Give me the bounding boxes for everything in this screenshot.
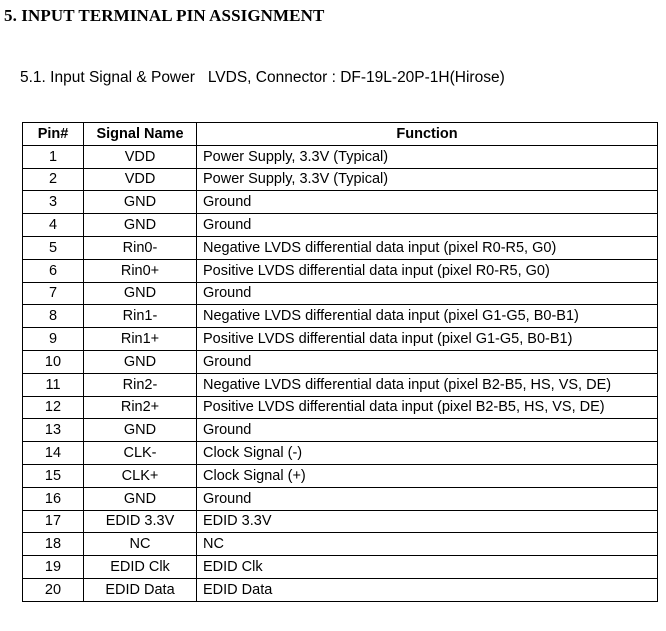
signal-name-cell: VDD bbox=[84, 168, 197, 191]
pin-cell: 6 bbox=[23, 259, 84, 282]
pin-cell: 13 bbox=[23, 419, 84, 442]
function-cell: Negative LVDS differential data input (pixel G1-G5, B0-B1) bbox=[197, 305, 658, 328]
table-row bbox=[23, 419, 658, 442]
pin-cell: 1 bbox=[23, 145, 84, 168]
table-row bbox=[23, 533, 658, 556]
pin-cell: 4 bbox=[23, 214, 84, 237]
signal-name-cell: CLK+ bbox=[84, 464, 197, 487]
function-cell: Power Supply, 3.3V (Typical) bbox=[197, 168, 658, 191]
pin-cell: 17 bbox=[23, 510, 84, 533]
function-cell: Ground bbox=[197, 191, 658, 214]
signal-name-cell: EDID 3.3V bbox=[84, 510, 197, 533]
function-cell: Ground bbox=[197, 350, 658, 373]
function-cell: Positive LVDS differential data input (pixel G1-G5, B0-B1) bbox=[197, 328, 658, 351]
function-cell: Ground bbox=[197, 282, 658, 305]
pin-cell: 11 bbox=[23, 373, 84, 396]
signal-name-cell: GND bbox=[84, 350, 197, 373]
function-cell: Negative LVDS differential data input (pixel B2-B5, HS, VS, DE) bbox=[197, 373, 658, 396]
function-cell: Clock Signal (-) bbox=[197, 442, 658, 465]
table-row bbox=[23, 214, 658, 237]
pin-assignment-table bbox=[22, 122, 658, 602]
pin-cell: 8 bbox=[23, 305, 84, 328]
function-cell: Clock Signal (+) bbox=[197, 464, 658, 487]
function-cell: Ground bbox=[197, 419, 658, 442]
table-row bbox=[23, 510, 658, 533]
function-cell: EDID Clk bbox=[197, 556, 658, 579]
pin-cell: 16 bbox=[23, 487, 84, 510]
signal-name-cell: Rin2- bbox=[84, 373, 197, 396]
table-row bbox=[23, 578, 658, 601]
header-signal-name: Signal Name bbox=[84, 123, 197, 146]
table-header-row bbox=[23, 123, 658, 146]
table-row bbox=[23, 282, 658, 305]
function-cell: Negative LVDS differential data input (pixel R0-R5, G0) bbox=[197, 236, 658, 259]
signal-name-cell: Rin1- bbox=[84, 305, 197, 328]
section-heading: 5. INPUT TERMINAL PIN ASSIGNMENT bbox=[4, 6, 325, 25]
pin-cell: 3 bbox=[23, 191, 84, 214]
signal-name-cell: GND bbox=[84, 487, 197, 510]
table-row bbox=[23, 464, 658, 487]
signal-name-cell: CLK- bbox=[84, 442, 197, 465]
table-row bbox=[23, 168, 658, 191]
table-row bbox=[23, 396, 658, 419]
table-body bbox=[23, 145, 658, 601]
signal-name-cell: GND bbox=[84, 282, 197, 305]
subsection-heading: 5.1. Input Signal & Power LVDS, Connector : DF-19L-20P-1H(Hirose) bbox=[20, 69, 505, 86]
table-row bbox=[23, 487, 658, 510]
header-pin: Pin# bbox=[23, 123, 84, 146]
function-cell: NC bbox=[197, 533, 658, 556]
pin-cell: 18 bbox=[23, 533, 84, 556]
pin-cell: 2 bbox=[23, 168, 84, 191]
function-cell: Power Supply, 3.3V (Typical) bbox=[197, 145, 658, 168]
table-row bbox=[23, 556, 658, 579]
function-cell: Positive LVDS differential data input (pixel R0-R5, G0) bbox=[197, 259, 658, 282]
pin-cell: 12 bbox=[23, 396, 84, 419]
table-row bbox=[23, 259, 658, 282]
function-cell: EDID 3.3V bbox=[197, 510, 658, 533]
table-row bbox=[23, 350, 658, 373]
table-row bbox=[23, 328, 658, 351]
signal-name-cell: NC bbox=[84, 533, 197, 556]
signal-name-cell: Rin2+ bbox=[84, 396, 197, 419]
signal-name-cell: GND bbox=[84, 191, 197, 214]
pin-cell: 5 bbox=[23, 236, 84, 259]
signal-name-cell: Rin1+ bbox=[84, 328, 197, 351]
table-row bbox=[23, 373, 658, 396]
pin-cell: 10 bbox=[23, 350, 84, 373]
signal-name-cell: Rin0+ bbox=[84, 259, 197, 282]
signal-name-cell: GND bbox=[84, 419, 197, 442]
pin-cell: 15 bbox=[23, 464, 84, 487]
signal-name-cell: EDID Data bbox=[84, 578, 197, 601]
signal-name-cell: EDID Clk bbox=[84, 556, 197, 579]
table-row bbox=[23, 191, 658, 214]
pin-cell: 19 bbox=[23, 556, 84, 579]
signal-name-cell: Rin0- bbox=[84, 236, 197, 259]
pin-cell: 20 bbox=[23, 578, 84, 601]
header-function: Function bbox=[197, 123, 658, 146]
table-row bbox=[23, 145, 658, 168]
pin-cell: 14 bbox=[23, 442, 84, 465]
pin-cell: 9 bbox=[23, 328, 84, 351]
signal-name-cell: VDD bbox=[84, 145, 197, 168]
table-row bbox=[23, 442, 658, 465]
function-cell: Ground bbox=[197, 487, 658, 510]
table-row bbox=[23, 305, 658, 328]
table-row bbox=[23, 236, 658, 259]
pin-cell: 7 bbox=[23, 282, 84, 305]
signal-name-cell: GND bbox=[84, 214, 197, 237]
function-cell: Positive LVDS differential data input (pixel B2-B5, HS, VS, DE) bbox=[197, 396, 658, 419]
function-cell: Ground bbox=[197, 214, 658, 237]
function-cell: EDID Data bbox=[197, 578, 658, 601]
